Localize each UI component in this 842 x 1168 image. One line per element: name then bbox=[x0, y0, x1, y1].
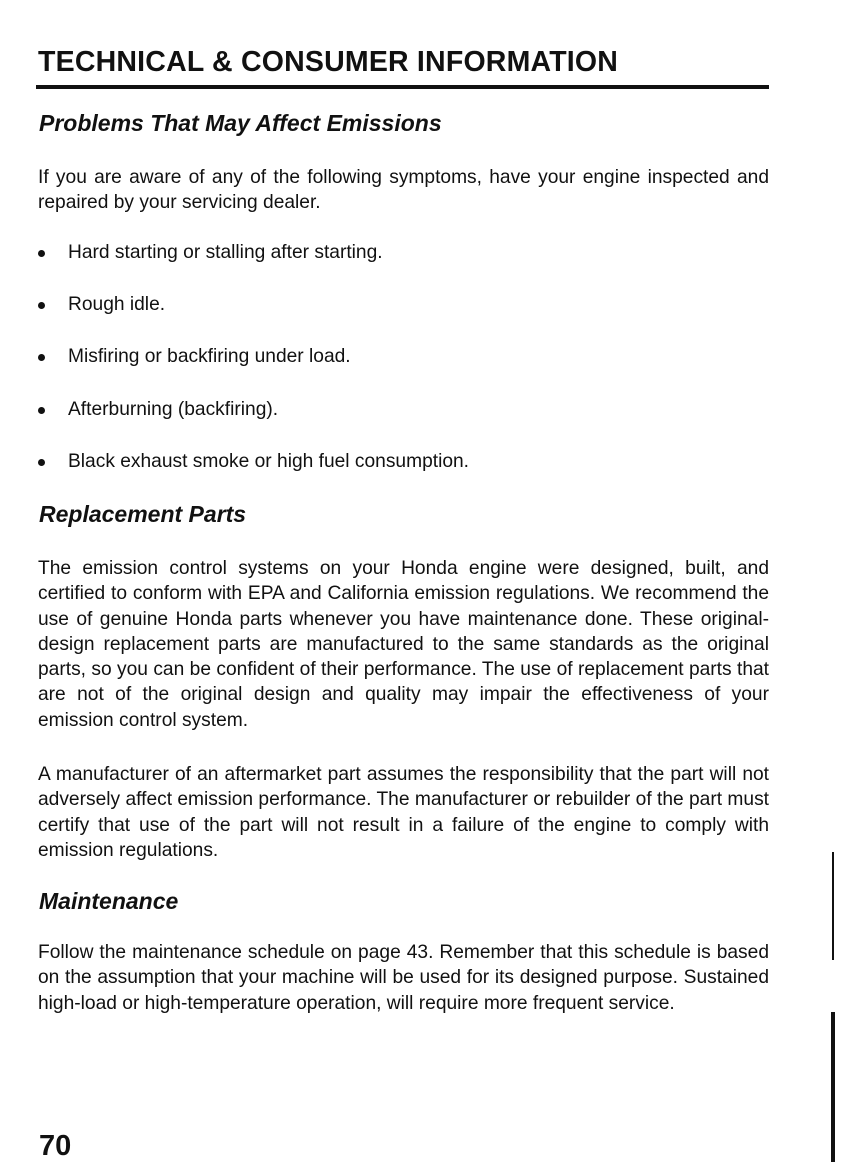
symptom-text: Afterburning (backfiring). bbox=[68, 398, 279, 420]
margin-bar-upper bbox=[832, 852, 834, 960]
margin-bar-lower bbox=[831, 1012, 835, 1162]
maintenance-paragraph: Follow the maintenance schedule on page 43. Remember that this schedule is based on the assumption that your machine will be used for its designed purpose. Sustained high-load or high-temperature operation, will require more frequent service. bbox=[38, 942, 769, 1014]
symptom-text: Black exhaust smoke or high fuel consumption. bbox=[68, 450, 470, 472]
bullet-icon bbox=[38, 407, 45, 414]
replacement-paragraph-1: The emission control systems on your Honda engine were designed, built, and certified to conform with EPA and California emission regulations. We recommend the use of genuine Honda parts whenever you have maintenance done. These original-design replacement parts are manufactured to the same standards as the original parts, so you can be confident of their performance. The use of replacement parts that are not of the original design and quality may impair the effectiveness of your emission control system. bbox=[38, 558, 769, 731]
replacement-paragraph-2: A manufacturer of an aftermarket part assumes the responsibility that the part will not adversely affect emission performance. The manufacturer or rebuilder of the part must certify that use of the part will not result in a failure of the engine to comply with emission regulations. bbox=[38, 764, 769, 861]
list-item bbox=[38, 344, 769, 396]
list-item bbox=[38, 292, 769, 344]
symptom-text: Misfiring or backfiring under load. bbox=[68, 346, 351, 368]
bullet-icon bbox=[38, 354, 45, 361]
bullet-icon bbox=[38, 302, 45, 309]
bullet-icon bbox=[38, 459, 45, 466]
emissions-intro-paragraph: If you are aware of any of the following symptoms, have your engine inspected and repaired by your servicing dealer. bbox=[38, 167, 769, 214]
symptom-list bbox=[38, 240, 769, 501]
page-heading: TECHNICAL & CONSUMER INFORMATION bbox=[38, 46, 619, 78]
list-item bbox=[38, 449, 769, 501]
heading-rule bbox=[36, 85, 769, 89]
replacement-section-title: Replacement Parts bbox=[39, 501, 247, 527]
list-item bbox=[38, 240, 769, 292]
maintenance-section-title: Maintenance bbox=[39, 888, 179, 914]
page-number: 70 bbox=[39, 1130, 72, 1162]
symptom-text: Hard starting or stalling after starting. bbox=[68, 242, 383, 263]
symptom-text: Rough idle. bbox=[68, 294, 166, 316]
list-item bbox=[38, 397, 769, 449]
bullet-icon bbox=[38, 250, 45, 257]
emissions-section-title: Problems That May Affect Emissions bbox=[39, 110, 442, 136]
